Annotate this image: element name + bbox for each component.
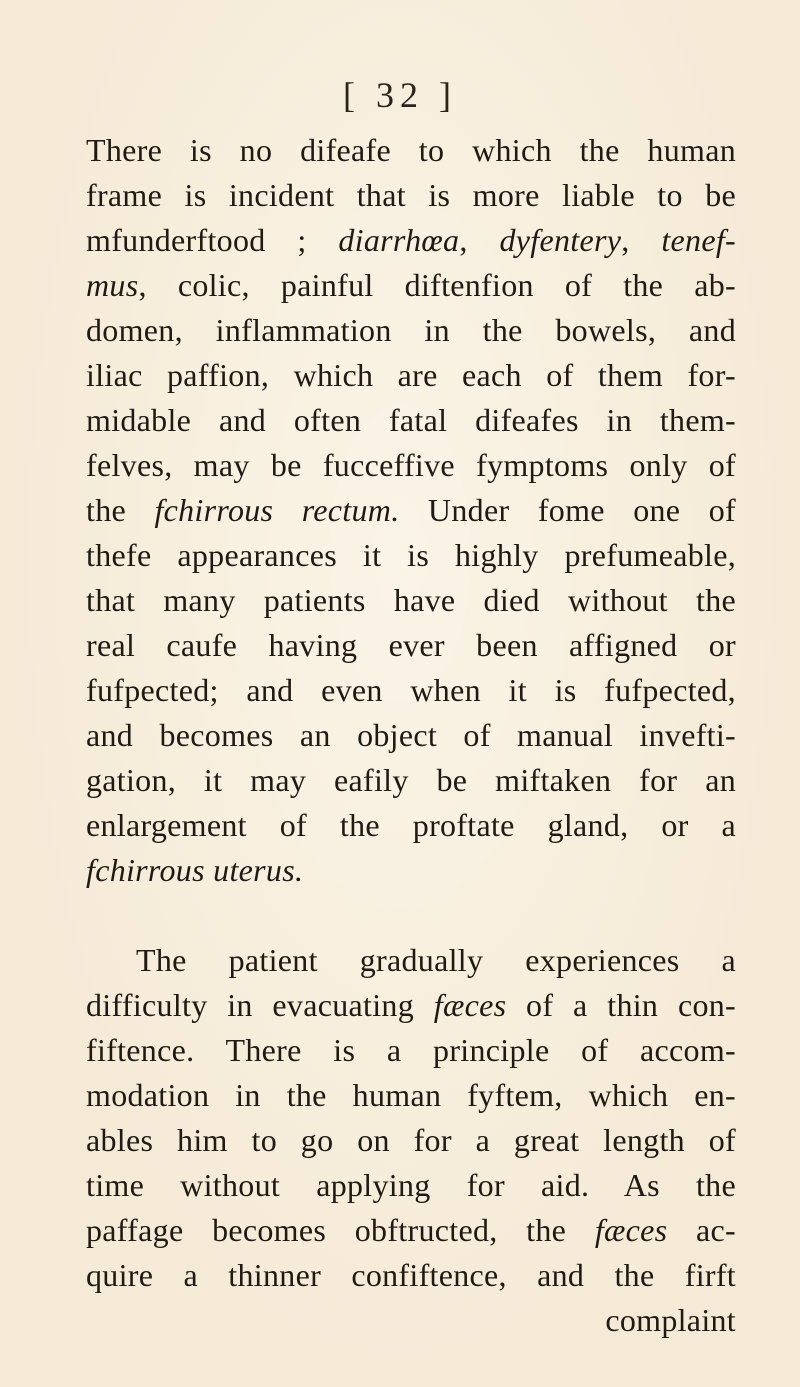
text-segment: fiftence. There is a principle of accom- bbox=[86, 1032, 736, 1068]
text-segment: domen, inflammation in the bowels, and bbox=[86, 312, 736, 348]
text-line bbox=[86, 983, 736, 1028]
text-line bbox=[86, 848, 736, 893]
italic-text: fchirrous rectum. bbox=[154, 492, 400, 528]
text-segment: iliac paffion, which are each of them for- bbox=[86, 357, 736, 393]
text-segment: time without applying for aid. As the bbox=[86, 1167, 736, 1203]
text-segment: , bbox=[621, 222, 662, 258]
text-segment: quire a thinner confiftence, and the firft bbox=[86, 1257, 736, 1293]
text-segment: ables him to go on for a great length of bbox=[86, 1122, 736, 1158]
text-segment: modation in the human fyftem, which en- bbox=[86, 1077, 736, 1113]
text-segment: that many patients have died without the bbox=[86, 582, 736, 618]
text-line bbox=[86, 1118, 736, 1163]
body-text bbox=[86, 128, 736, 1343]
italic-text: fchirrous uterus. bbox=[86, 852, 304, 888]
text-segment: the bbox=[86, 492, 155, 528]
italic-text: fæces bbox=[594, 1212, 668, 1248]
text-line bbox=[86, 173, 736, 218]
text-line bbox=[86, 443, 736, 488]
paragraph-2 bbox=[86, 938, 736, 1298]
text-segment: Under fome one of bbox=[399, 492, 736, 528]
text-line bbox=[86, 668, 736, 713]
text-segment: enlargement of the proftate gland, or a bbox=[86, 807, 736, 843]
text-line bbox=[86, 623, 736, 668]
italic-text: tenef- bbox=[661, 222, 736, 258]
text-line bbox=[86, 1028, 736, 1073]
text-line bbox=[86, 353, 736, 398]
text-line bbox=[86, 488, 736, 533]
text-segment: felves, may be fucceffive fymptoms only of bbox=[86, 447, 736, 483]
text-segment: difficulty in evacuating bbox=[86, 987, 434, 1023]
text-segment: The patient gradually experiences a bbox=[136, 942, 736, 978]
text-segment: midable and often fatal difeafes in them- bbox=[86, 402, 736, 438]
text-line bbox=[86, 308, 736, 353]
text-line bbox=[86, 758, 736, 803]
text-segment: of a thin con- bbox=[506, 987, 737, 1023]
text-line bbox=[86, 533, 736, 578]
text-line bbox=[86, 803, 736, 848]
italic-text: fæces bbox=[433, 987, 507, 1023]
text-segment: , colic, painful diftenfion of the ab- bbox=[138, 267, 736, 303]
text-segment: , bbox=[459, 222, 500, 258]
text-line bbox=[86, 1073, 736, 1118]
italic-text: dyfentery bbox=[499, 222, 622, 258]
text-line bbox=[86, 1163, 736, 1208]
italic-text: mus bbox=[86, 267, 139, 303]
text-line bbox=[86, 1208, 736, 1253]
text-line bbox=[86, 263, 736, 308]
text-segment: ac- bbox=[667, 1212, 736, 1248]
text-segment: thefe appearances it is highly prefumeable, bbox=[86, 537, 736, 573]
text-segment: mfunderftood ; bbox=[86, 222, 339, 258]
text-segment: paffage becomes obftructed, the bbox=[86, 1212, 595, 1248]
paragraph-gap bbox=[86, 893, 736, 938]
text-segment: There is no difeafe to which the human bbox=[86, 132, 736, 168]
text-segment: frame is incident that is more liable to be bbox=[86, 177, 736, 213]
paragraph-1 bbox=[86, 128, 736, 893]
text-line bbox=[86, 218, 736, 263]
text-segment: real caufe having ever been affigned or bbox=[86, 627, 736, 663]
text-line bbox=[86, 398, 736, 443]
catchword: complaint bbox=[605, 1302, 736, 1338]
text-segment: fufpected; and even when it is fufpected, bbox=[86, 672, 736, 708]
italic-text: diarrhœa bbox=[338, 222, 460, 258]
text-line bbox=[86, 938, 736, 983]
text-segment: and becomes an object of manual invefti- bbox=[86, 717, 736, 753]
text-line bbox=[86, 713, 736, 758]
text-line bbox=[86, 1253, 736, 1298]
text-line bbox=[86, 128, 736, 173]
text-line bbox=[86, 578, 736, 623]
text-segment: gation, it may eafily be miftaken for an bbox=[86, 762, 736, 798]
page-number: [ 32 ] bbox=[343, 75, 457, 115]
